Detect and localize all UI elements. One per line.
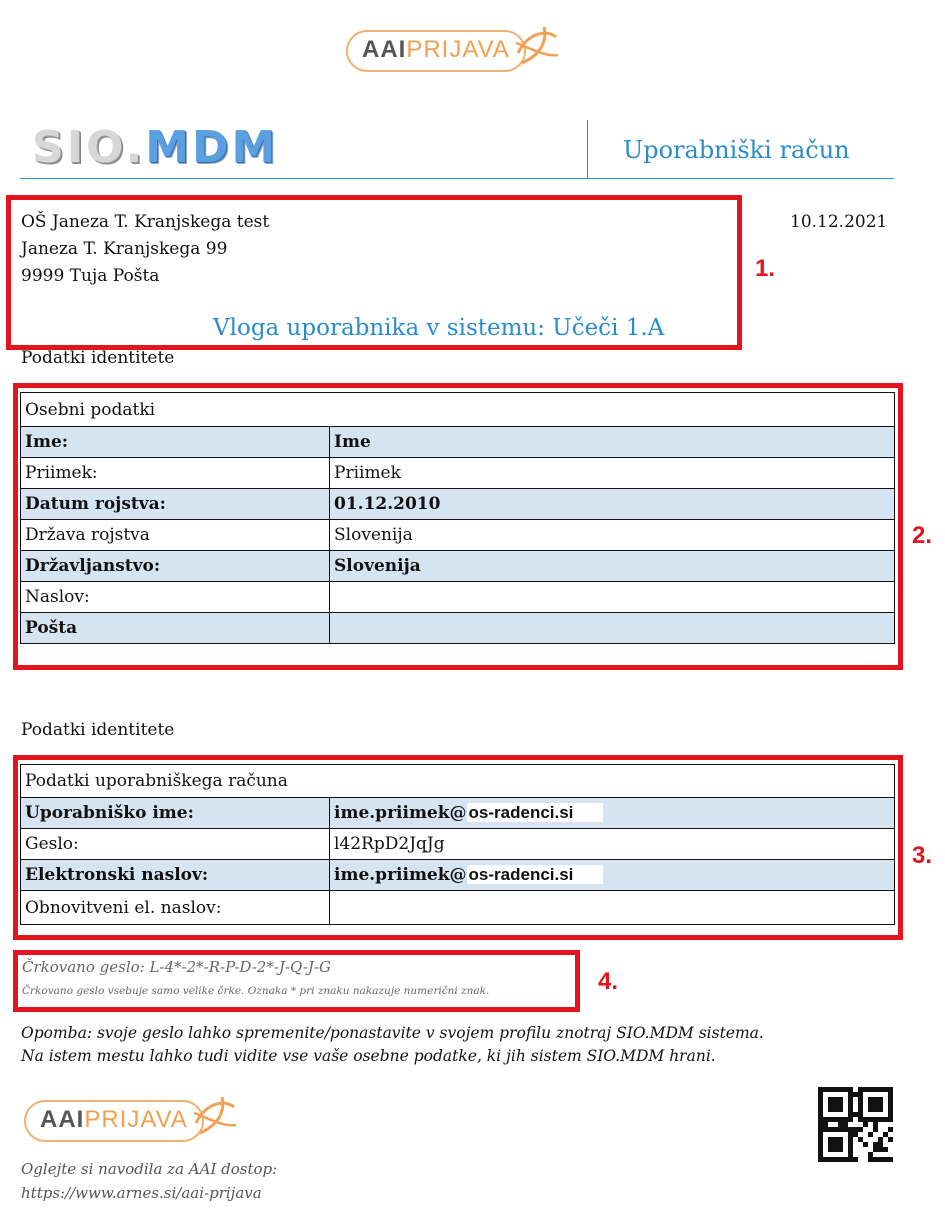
row-value: 01.12.2010 [330, 489, 895, 520]
spelled-password-hint: Črkovano geslo vsebuje samo velike črke. Oznaka * pri znaku nakazuje numerični znak. [22, 985, 490, 997]
personal-data-table [20, 392, 895, 644]
aai-logo-part2: PRIJAVA [84, 1106, 188, 1133]
user-role: Vloga uporabnika v sistemu: Učeči 1.A [213, 315, 665, 341]
header-divider-horizontal [20, 178, 894, 179]
aai-swirl-icon [190, 1093, 238, 1139]
row-value [330, 613, 895, 644]
row-label: Državljanstvo: [21, 551, 330, 582]
row-label: Država rojstva [21, 520, 330, 551]
row-value: Ime [330, 427, 895, 458]
page-title: Uporabniški račun [623, 136, 850, 164]
row-label: Datum rojstva: [21, 489, 330, 520]
school-street: Janeza T. Kranjskega 99 [21, 239, 228, 259]
document-date: 10.12.2021 [790, 212, 888, 232]
row-label: Naslov: [21, 582, 330, 613]
aai-swirl-icon [512, 23, 560, 69]
spelled-password: Črkovano geslo: L-4*-2*-R-P-D-2*-J-Q-J-G [22, 958, 331, 976]
table-header-row [21, 393, 895, 427]
row-label: Obnovitveni el. naslov: [21, 891, 330, 925]
email-domain: os-radenci.si [467, 865, 604, 884]
table-row [21, 798, 895, 829]
aai-prijava-logo-top [346, 30, 560, 72]
account-data-table [20, 764, 895, 925]
username-domain: os-radenci.si [467, 803, 604, 822]
sio-mdm-logo [32, 122, 278, 173]
table-row [21, 829, 895, 860]
row-label: Priimek: [21, 458, 330, 489]
table-row [21, 551, 895, 582]
note-line-2: Na istem mestu lahko tudi vidite vse vaše osebne podatke, ki jih sistem SIO.MDM hrani. [21, 1047, 716, 1065]
row-value [330, 891, 895, 925]
sio-logo-part2: MDM [145, 122, 279, 173]
table-header-row [21, 765, 895, 798]
table-row [21, 860, 895, 891]
row-value [330, 798, 895, 829]
aai-logo-part2: PRIJAVA [406, 36, 510, 63]
row-label: Uporabniško ime: [21, 798, 330, 829]
header-divider-vertical [587, 120, 588, 178]
table-row [21, 582, 895, 613]
table-row [21, 891, 895, 925]
sio-logo-part1: SIO. [32, 122, 146, 173]
row-value [330, 582, 895, 613]
identity-heading-2: Podatki identitete [21, 720, 175, 740]
row-value: Slovenija [330, 520, 895, 551]
identity-heading-1: Podatki identitete [21, 348, 175, 368]
note-line-1: Opomba: svoje geslo lahko spremenite/ponastavite v svojem profilu znotraj SIO.MDM sistema. [21, 1024, 764, 1042]
annotation-label-3: 3. [912, 842, 933, 869]
school-city: 9999 Tuja Pošta [21, 266, 160, 286]
guide-link[interactable]: https://www.arnes.si/aai-prijava [21, 1184, 262, 1202]
email-local: ime.priimek@ [334, 865, 467, 885]
row-label: Geslo: [21, 829, 330, 860]
table-row [21, 613, 895, 644]
table-row [21, 489, 895, 520]
aai-prijava-logo-bottom [24, 1100, 238, 1142]
aai-logo-part1: AAI [362, 36, 407, 63]
row-value: Slovenija [330, 551, 895, 582]
row-label: Pošta [21, 613, 330, 644]
table-row [21, 520, 895, 551]
row-label: Ime: [21, 427, 330, 458]
guide-text: Oglejte si navodila za AAI dostop: [21, 1160, 278, 1178]
school-name: OŠ Janeza T. Kranjskega test [21, 212, 270, 232]
row-value: Priimek [330, 458, 895, 489]
table-row [21, 458, 895, 489]
annotation-label-1: 1. [755, 255, 776, 282]
qr-code-icon [818, 1087, 893, 1162]
row-label: Elektronski naslov: [21, 860, 330, 891]
table-title: Podatki uporabniškega računa [21, 765, 895, 798]
table-title: Osebni podatki [21, 393, 895, 427]
username-local: ime.priimek@ [334, 803, 467, 823]
password-value: l42RpD2JqJg [330, 829, 895, 860]
row-value [330, 860, 895, 891]
annotation-label-4: 4. [598, 968, 619, 995]
aai-logo-part1: AAI [40, 1106, 85, 1133]
annotation-label-2: 2. [912, 522, 933, 549]
table-row [21, 427, 895, 458]
